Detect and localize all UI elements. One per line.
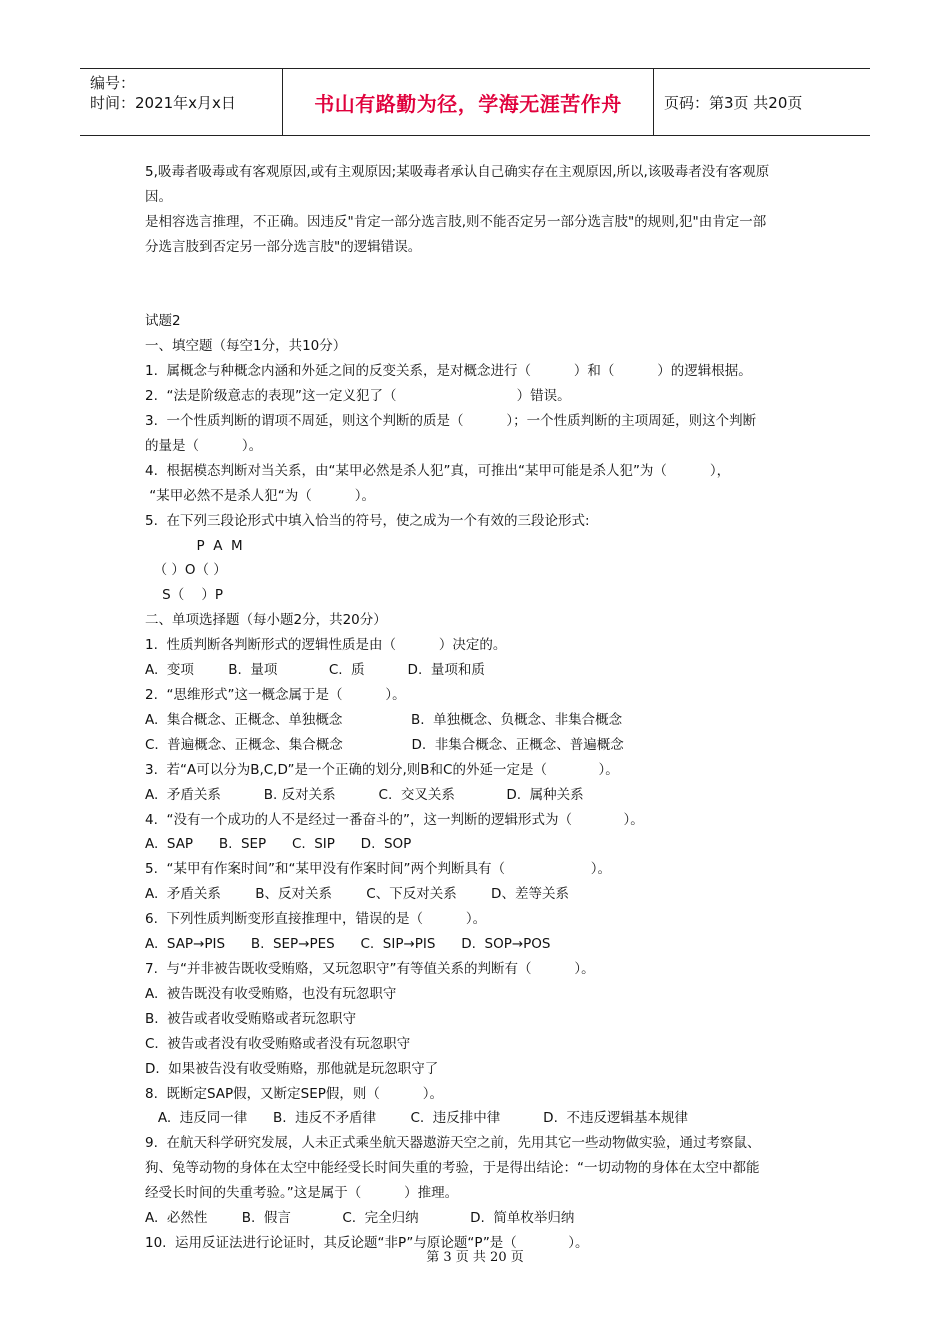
- option-line: A. 集合概念、正概念、单独概念 B. 单独概念、负概念、非集合概念: [145, 711, 623, 728]
- number-label: 编号：: [90, 74, 136, 92]
- intro-line: 因。: [145, 188, 172, 205]
- question-line: 3. 若“A可以分为B,C,D”是一个正确的划分,则B和C的外延一定是（ ）。: [145, 761, 619, 778]
- syllogism-line: （ ）O（ ）: [145, 562, 227, 579]
- option-line: C. 普遍概念、正概念、集合概念 D. 非集合概念、正概念、普遍概念: [145, 736, 624, 753]
- option-line: D. 如果被告没有收受贿赂，那他就是玩忽职守了: [145, 1060, 439, 1077]
- option-line: C. 被告或者没有收受贿赂或者没有玩忽职守: [145, 1035, 411, 1052]
- question-line: 5. 在下列三段论形式中填入恰当的符号，使之成为一个有效的三段论形式:: [145, 512, 590, 529]
- section-gap: [145, 285, 815, 310]
- section-heading-fill: 一、填空题（每空1分，共10分）: [145, 338, 347, 355]
- question-line: 8. 既断定SAP假，又断定SEP假，则（ ）。: [145, 1085, 444, 1102]
- question-line: 狗、兔等动物的身体在太空中能经受长时间失重的考验，于是得出结论：“一切动物的身体在太空中都能: [145, 1160, 760, 1177]
- option-line: A. SAP B. SEP C. SIP D. SOP: [145, 836, 412, 853]
- question-line: 1. 性质判断各判断形式的逻辑性质是由（ ）决定的。: [145, 637, 507, 654]
- option-line: B. 被告或者收受贿赂或者玩忽职守: [145, 1010, 357, 1027]
- question-line: 2. “法是阶级意志的表现”这一定义犯了（ ）错误。: [145, 388, 571, 405]
- option-line: A. 被告既没有收受贿赂，也没有玩忽职守: [145, 985, 397, 1002]
- syllogism-line: S（ ）P: [145, 587, 224, 604]
- option-line: A. 矛盾关系 B、反对关系 C、下反对关系 D、差等关系: [145, 886, 569, 903]
- exam-title: 试题2: [145, 313, 181, 330]
- question-line: 3. 一个性质判断的谓项不周延，则这个判断的质是（ ）；一个性质判断的主项周延，则这个判断: [145, 413, 757, 430]
- question-line: 10. 运用反证法进行论证时，其反论题“非P”与原论题“P”是（ ）。: [145, 1234, 589, 1251]
- question-line: 4. 根据模态判断对当关系，由“某甲必然是杀人犯”真，可推出“某甲可能是杀人犯”为（ ），: [145, 462, 731, 479]
- header-motto: 书山有路勤为径，学海无涯苦作舟: [282, 69, 654, 135]
- time-label: 时间：2021年x月x日: [90, 94, 236, 112]
- exam-section: [145, 309, 815, 1255]
- question-line: 1. 属概念与种概念内涵和外延之间的反变关系，是对概念进行（ ）和（ ）的逻辑根据。: [145, 363, 752, 380]
- option-line: A. 违反同一律 B. 违反不矛盾律 C. 违反排中律 D. 不违反逻辑基本规律: [145, 1110, 688, 1127]
- section-gap: [145, 260, 815, 285]
- question-line: 4. “没有一个成功的人不是经过一番奋斗的”，这一判断的逻辑形式为（ ）。: [145, 811, 644, 828]
- page-code: 页码：第3页 共20页: [664, 93, 803, 112]
- intro-line: 是相容选言推理，不正确。因违反"肯定一部分选言肢,则不能否定另一部分选言肢"的规则,犯"由肯定一部: [145, 213, 767, 230]
- question-line: 的量是（ ）。: [145, 437, 263, 454]
- intro-section: [145, 160, 815, 260]
- option-line: A. 矛盾关系 B. 反对关系 C. 交叉关系 D. 属种关系: [145, 786, 584, 803]
- option-line: A. 变项 B. 量项 C. 质 D. 量项和质: [145, 662, 485, 679]
- section-heading-choice: 二、单项选择题（每小题2分，共20分）: [145, 612, 387, 629]
- option-line: A. 必然性 B. 假言 C. 完全归纳 D. 简单枚举归纳: [145, 1210, 575, 1227]
- header-meta: [80, 69, 282, 135]
- question-line: 5. “某甲有作案时间”和“某甲没有作案时间”两个判断具有（ ）。: [145, 861, 612, 878]
- page-header: [80, 68, 870, 136]
- question-line: 经受长时间的失重考验。”这是属于（ ）推理。: [145, 1185, 459, 1202]
- question-line: 9. 在航天科学研究发展，人未正式乘坐航天器遨游天空之前，先用其它一些动物做实验，通过考察鼠、: [145, 1135, 761, 1152]
- question-line: 2. “思维形式”这一概念属于是（ ）。: [145, 687, 406, 703]
- intro-line: 5,吸毒者吸毒或有客观原因,或有主观原因;某吸毒者承认自己确实存在主观原因,所以,该吸毒者没有客观原: [145, 164, 770, 180]
- page-footer: 第 3 页 共 20 页: [426, 1250, 524, 1265]
- question-line: 7. 与“并非被告既收受贿赂，又玩忽职守”有等值关系的判断有（ ）。: [145, 960, 595, 977]
- option-line: A. SAP→PIS B. SEP→PES C. SIP→PIS D. SOP→POS: [145, 936, 551, 953]
- question-line: “某甲必然不是杀人犯“为（ ）。: [145, 487, 375, 504]
- question-line: 6. 下列性质判断变形直接推理中，错误的是（ ）。: [145, 911, 487, 928]
- intro-line: 分选言肢到否定另一部分选言肢"的逻辑错误。: [145, 238, 422, 255]
- syllogism-line: P A M: [145, 537, 243, 554]
- document-body: [145, 160, 815, 1256]
